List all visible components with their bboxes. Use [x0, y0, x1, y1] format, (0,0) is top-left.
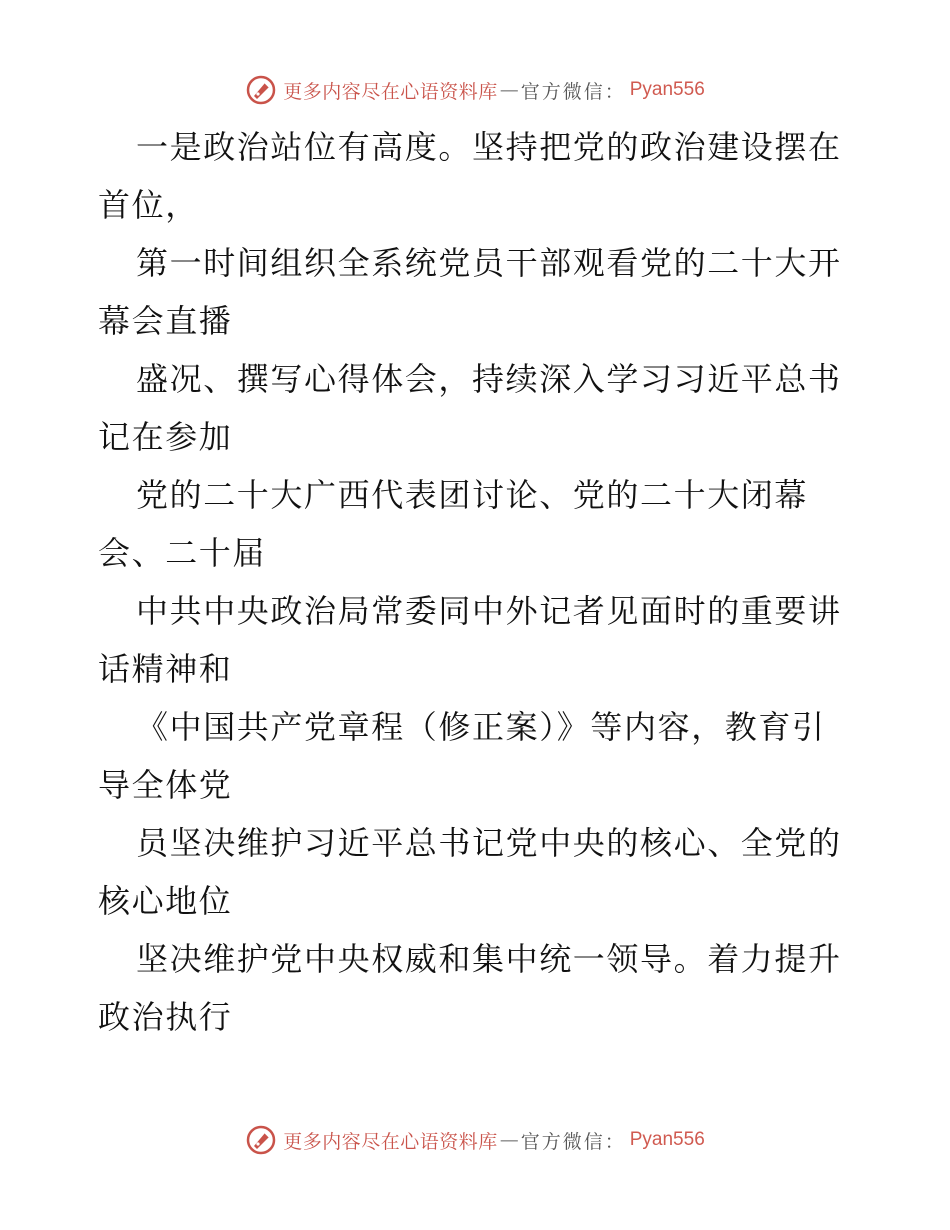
paragraph: 员坚决维护习近平总书记党中央的核心、全党的核心地位 [98, 824, 842, 920]
footer-wechat-id: Pyan556 [629, 1129, 705, 1150]
footer-separator: — [499, 1129, 519, 1151]
footer-site-name: 更多内容尽在心语资料库 [283, 1130, 498, 1153]
header-banner [0, 70, 950, 110]
header-wechat-label: 官方微信： [520, 80, 626, 103]
header-separator: — [499, 79, 519, 101]
pen-nib-logo-icon [245, 74, 277, 106]
header-site-name: 更多内容尽在心语资料库 [283, 80, 498, 103]
paragraph: 中共中央政治局常委同中外记者见面时的重要讲话精神和 [98, 592, 842, 688]
header-wechat-id: Pyan556 [629, 79, 705, 100]
paragraph: 党的二十大广西代表团讨论、党的二十大闭幕会、二十届 [98, 476, 809, 572]
paragraph: 《中国共产党章程（修正案）》等内容，教育引导全体党 [98, 708, 826, 804]
paragraph: 坚决维护党中央权威和集中统一领导。着力提升政治执行 [98, 940, 842, 1036]
paragraph: 一是政治站位有高度。坚持把党的政治建设摆在首位， [98, 128, 842, 224]
document-body [98, 118, 858, 1046]
footer-wechat-label: 官方微信： [520, 1130, 626, 1153]
footer-banner [0, 1120, 950, 1160]
pen-nib-logo-icon [245, 1124, 277, 1156]
paragraph: 盛况、撰写心得体会，持续深入学习习近平总书记在参加 [98, 360, 842, 456]
paragraph: 第一时间组织全系统党员干部观看党的二十大开幕会直播 [98, 244, 842, 340]
